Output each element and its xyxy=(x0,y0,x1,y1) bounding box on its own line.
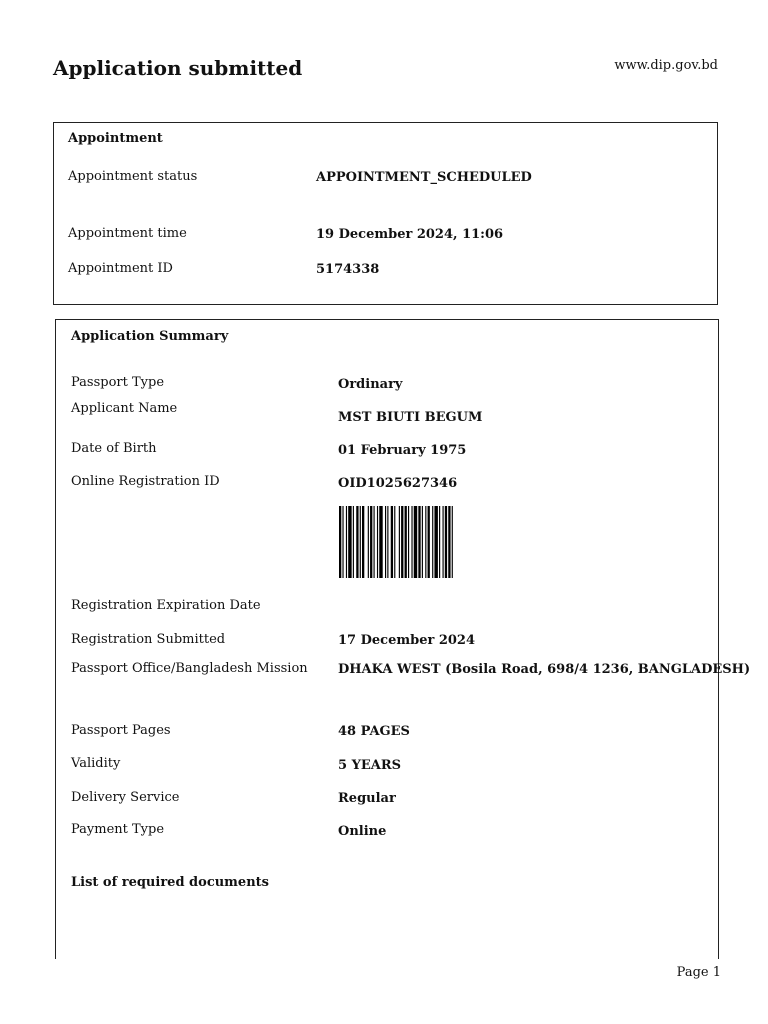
applicant-name-value: MST BIUTI BEGUM xyxy=(338,410,483,425)
registration-expiration-date-label: Registration Expiration Date xyxy=(71,598,261,613)
passport-type-label: Passport Type xyxy=(71,375,165,390)
validity-label: Validity xyxy=(71,756,121,771)
appointment-section-title: Appointment xyxy=(68,131,163,146)
date-of-birth-label: Date of Birth xyxy=(71,441,157,456)
date-of-birth-value: 01 February 1975 xyxy=(338,443,467,458)
passport-pages-label: Passport Pages xyxy=(71,723,171,738)
appointment-time-label: Appointment time xyxy=(68,226,187,241)
appointment-time-value: 19 December 2024, 11:06 xyxy=(316,227,504,242)
applicant-name-label: Applicant Name xyxy=(71,401,178,416)
appointment-id-value: 5174338 xyxy=(316,262,380,277)
delivery-service-value: Regular xyxy=(338,791,396,806)
appointment-status-value: APPOINTMENT_SCHEDULED xyxy=(316,170,532,185)
appointment-status-label: Appointment status xyxy=(68,169,198,184)
page-title: Application submitted xyxy=(53,56,303,80)
required-documents-title: List of required documents xyxy=(71,875,269,890)
application-summary-section xyxy=(55,319,751,959)
payment-type-label: Payment Type xyxy=(71,822,165,837)
application-summary-title: Application Summary xyxy=(71,329,229,344)
passport-pages-value: 48 PAGES xyxy=(338,724,410,739)
delivery-service-label: Delivery Service xyxy=(71,790,180,805)
website-url[interactable]: www.dip.gov.bd xyxy=(614,58,718,73)
online-registration-id-label: Online Registration ID xyxy=(71,474,220,489)
passport-office-label: Passport Office/Bangladesh Mission xyxy=(71,661,308,676)
passport-office-value: DHAKA WEST (Bosila Road, 698/4 1236, BANGLADESH) xyxy=(338,662,751,677)
passport-type-value: Ordinary xyxy=(338,377,403,392)
payment-type-value: Online xyxy=(338,824,387,839)
appointment-section xyxy=(53,122,718,305)
registration-submitted-label: Registration Submitted xyxy=(71,632,226,647)
page-number: Page 1 xyxy=(676,965,721,980)
validity-value: 5 YEARS xyxy=(338,758,402,773)
registration-barcode xyxy=(339,506,497,578)
registration-submitted-value: 17 December 2024 xyxy=(338,633,476,648)
appointment-id-label: Appointment ID xyxy=(68,261,173,276)
online-registration-id-value: OID1025627346 xyxy=(338,476,458,491)
